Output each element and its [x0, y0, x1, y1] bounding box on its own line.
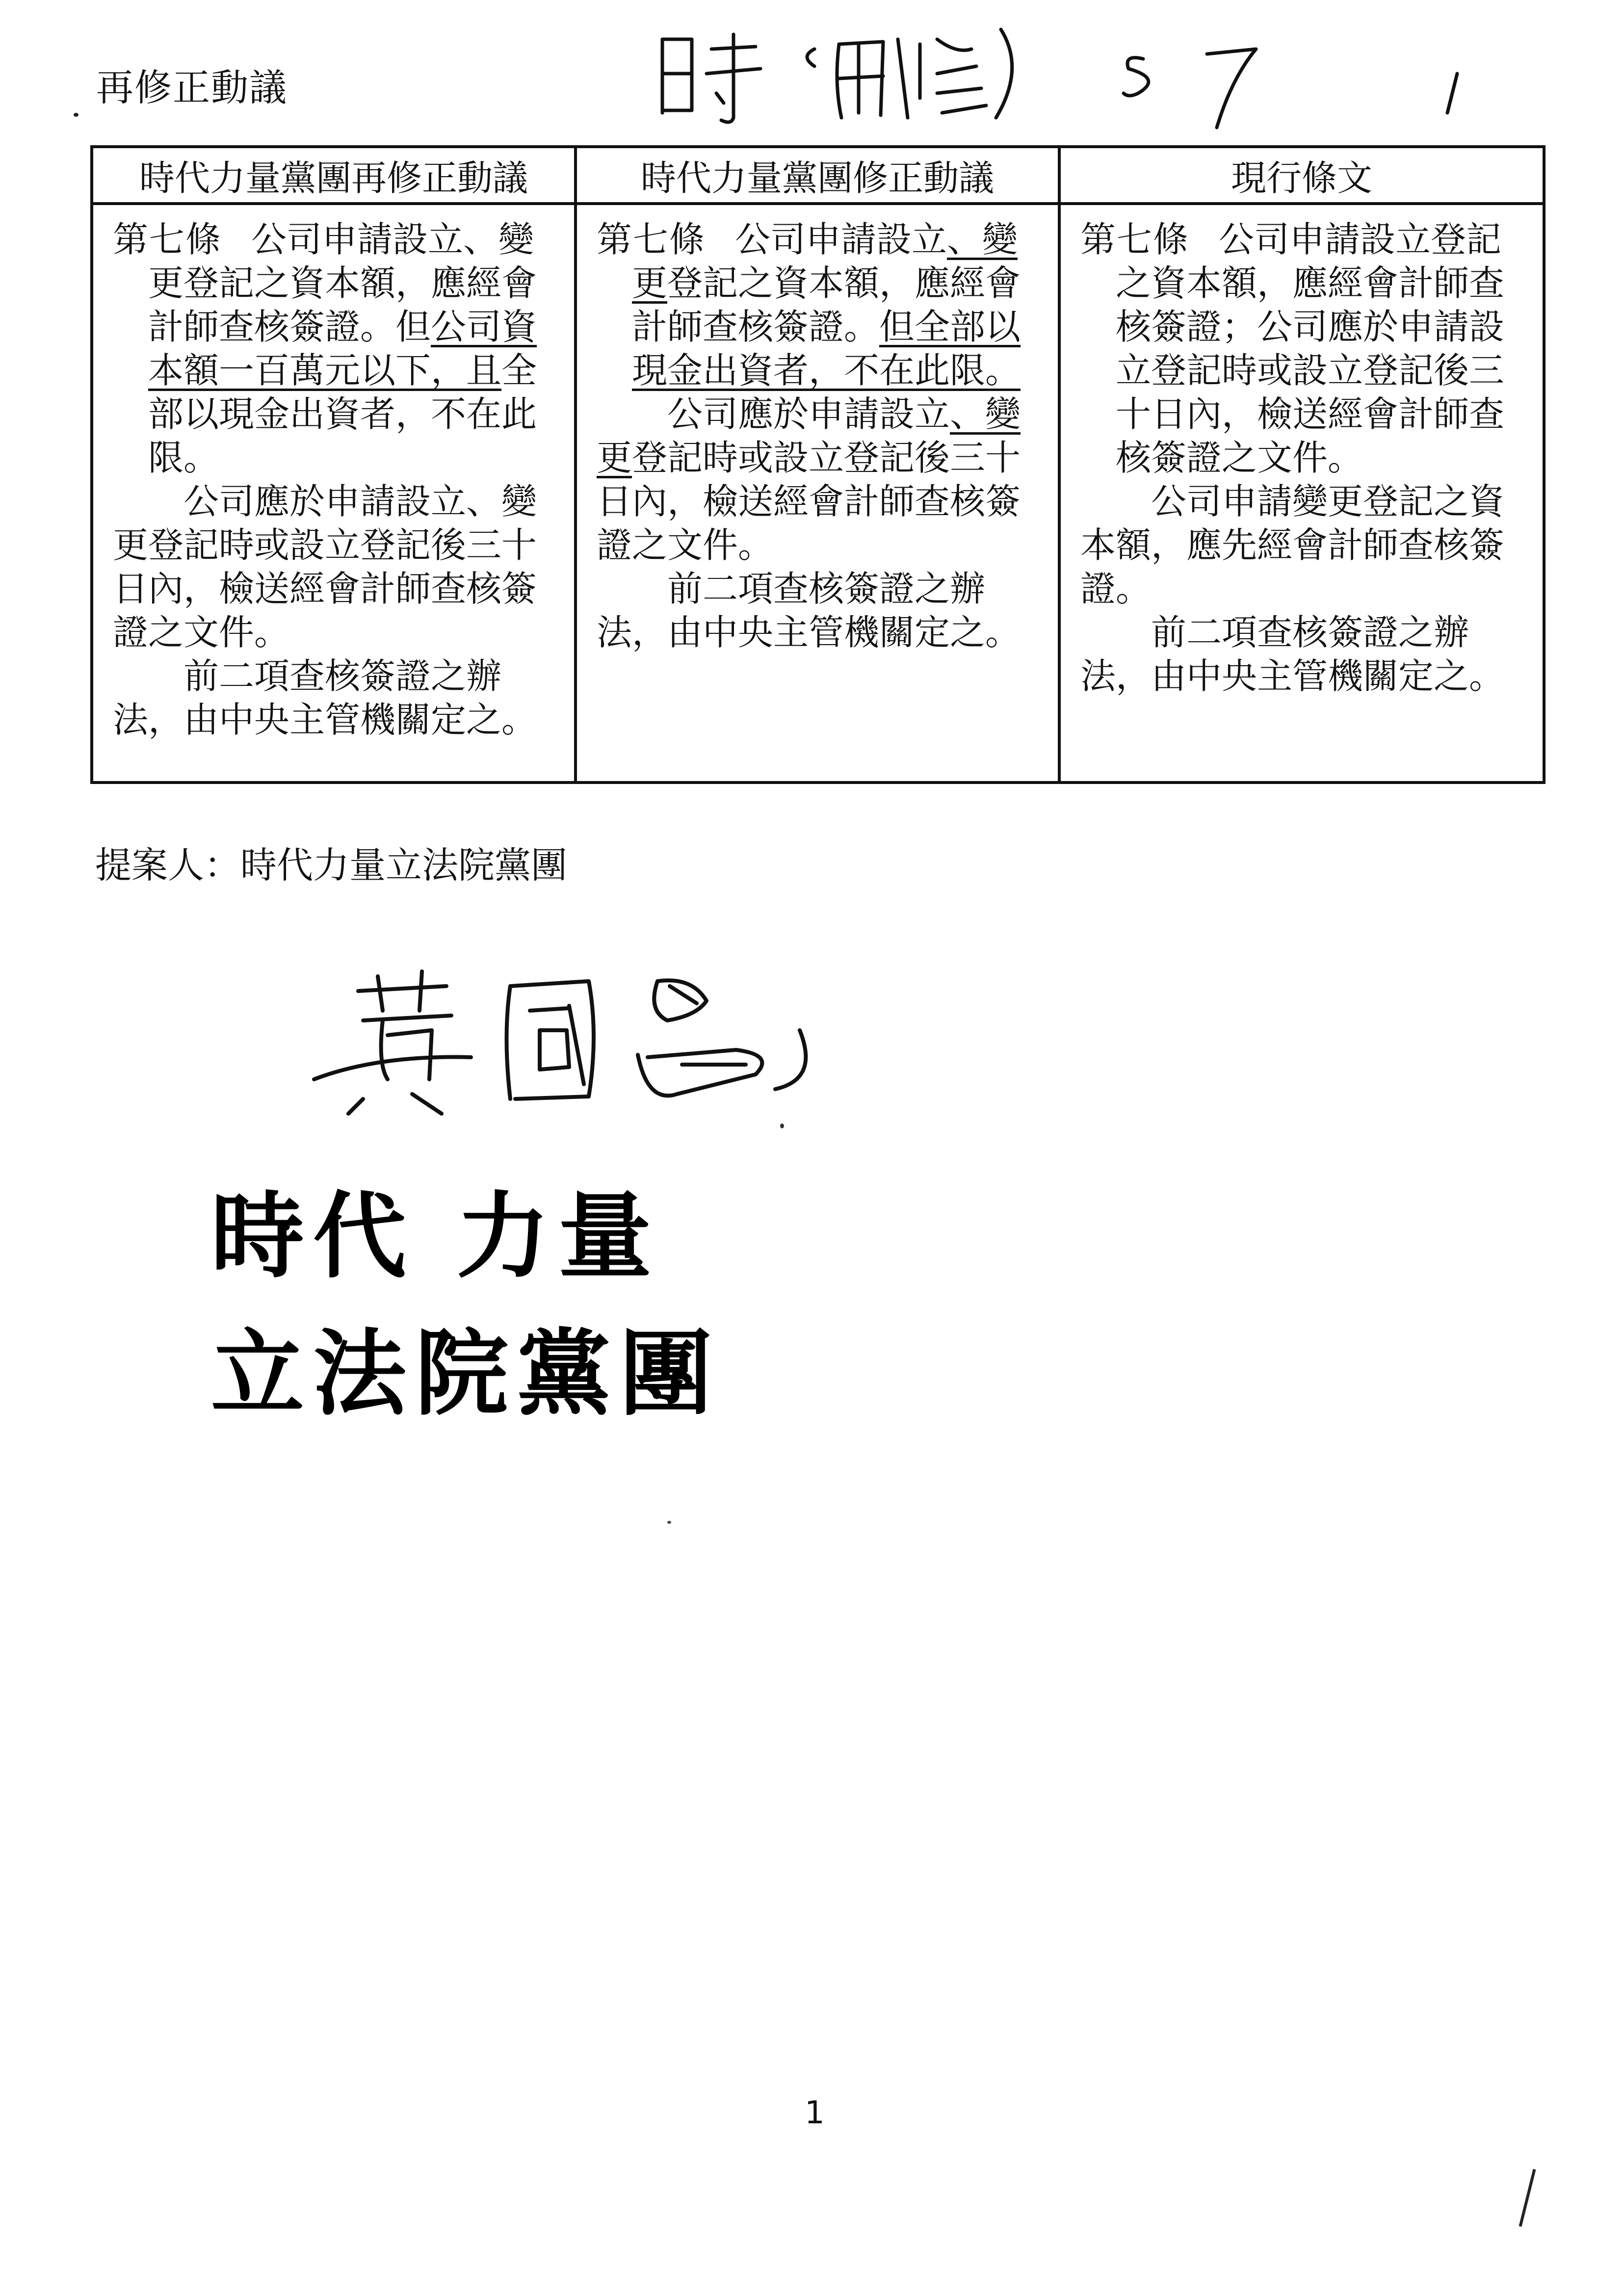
handwritten-annotation [653, 20, 1487, 132]
proposer-line: 提案人：時代力量立法院黨團 [95, 844, 567, 887]
paragraph-2: 公司申請變更登記之資本額，應先經會計師查核簽證。 [1080, 481, 1505, 609]
handwritten-signature [304, 957, 834, 1119]
party-caucus-stamp [211, 1168, 721, 1442]
scan-stroke [1519, 2169, 1536, 2227]
scan-speck [780, 1123, 784, 1128]
document-title: 再修正動議 [96, 66, 288, 109]
paragraph-1 [597, 218, 1041, 392]
underlined-text: 公司資本額一百萬元以下，且 [148, 306, 537, 391]
paragraph-3: 前二項查核簽證之辦法，由中央主管機關定之。 [597, 568, 1021, 653]
table-row [92, 204, 1544, 783]
header-amendment-motion: 時代力量黨團修正動議 [576, 147, 1059, 204]
scan-speck [667, 1521, 671, 1524]
paragraph-1 [1080, 218, 1526, 480]
text: 公司申請設立登記之資本額，應經會計師查核簽證；公司應於申請設立登記時或設立登記後三十日內，檢送經會計師查核簽證之文件。 [1116, 219, 1505, 478]
text: 登記之資本額，應經會計師查核簽證。 [632, 262, 1021, 347]
stamp-line-1: 時代 力量 [211, 1181, 661, 1291]
underlined-text: 、變更 [597, 393, 1021, 478]
underlined-text: 但全部以現金出資者，不在此限。 [632, 306, 1021, 391]
paragraph-3: 前二項查核簽證之辦法，由中央主管機關定之。 [1080, 612, 1505, 697]
article-number: 第七條 [113, 219, 222, 260]
amendment-motion-cell [576, 204, 1059, 783]
text: 公司申請設立、變更登記之資本額，應經會計師查核簽證。但 [148, 219, 537, 347]
header-current-article: 現行條文 [1059, 147, 1544, 204]
revised-motion-cell [92, 204, 576, 783]
text: 公司應於申請設立 [667, 393, 950, 435]
header-revised-motion: 時代力量黨團再修正動議 [92, 147, 576, 204]
paragraph-2 [597, 392, 1041, 567]
current-article-cell [1059, 204, 1544, 783]
page-number: 1 [805, 2095, 825, 2131]
paragraph-3: 前二項查核簽證之辦法，由中央主管機關定之。 [113, 655, 537, 740]
table-header-row [92, 147, 1544, 204]
article-number: 第七條 [597, 219, 706, 260]
text: 登記時或設立登記後三十日內，檢送經會計師查核簽證之文件。 [597, 437, 1021, 566]
scan-speck [74, 113, 79, 117]
paragraph-2: 公司應於申請設立、變更登記時或設立登記後三十日內，檢送經會計師查核簽證之文件。 [113, 481, 537, 653]
stamp-line-2: 立法院黨團 [211, 1319, 722, 1428]
text: 公司申請設立 [735, 219, 947, 260]
underlined-text: 、變更 [632, 219, 1018, 304]
article-number: 第七條 [1080, 219, 1190, 260]
paragraph-1 [113, 218, 557, 480]
text: 全部以現金出資者，不在此限。 [148, 350, 537, 478]
comparison-table [90, 145, 1545, 784]
